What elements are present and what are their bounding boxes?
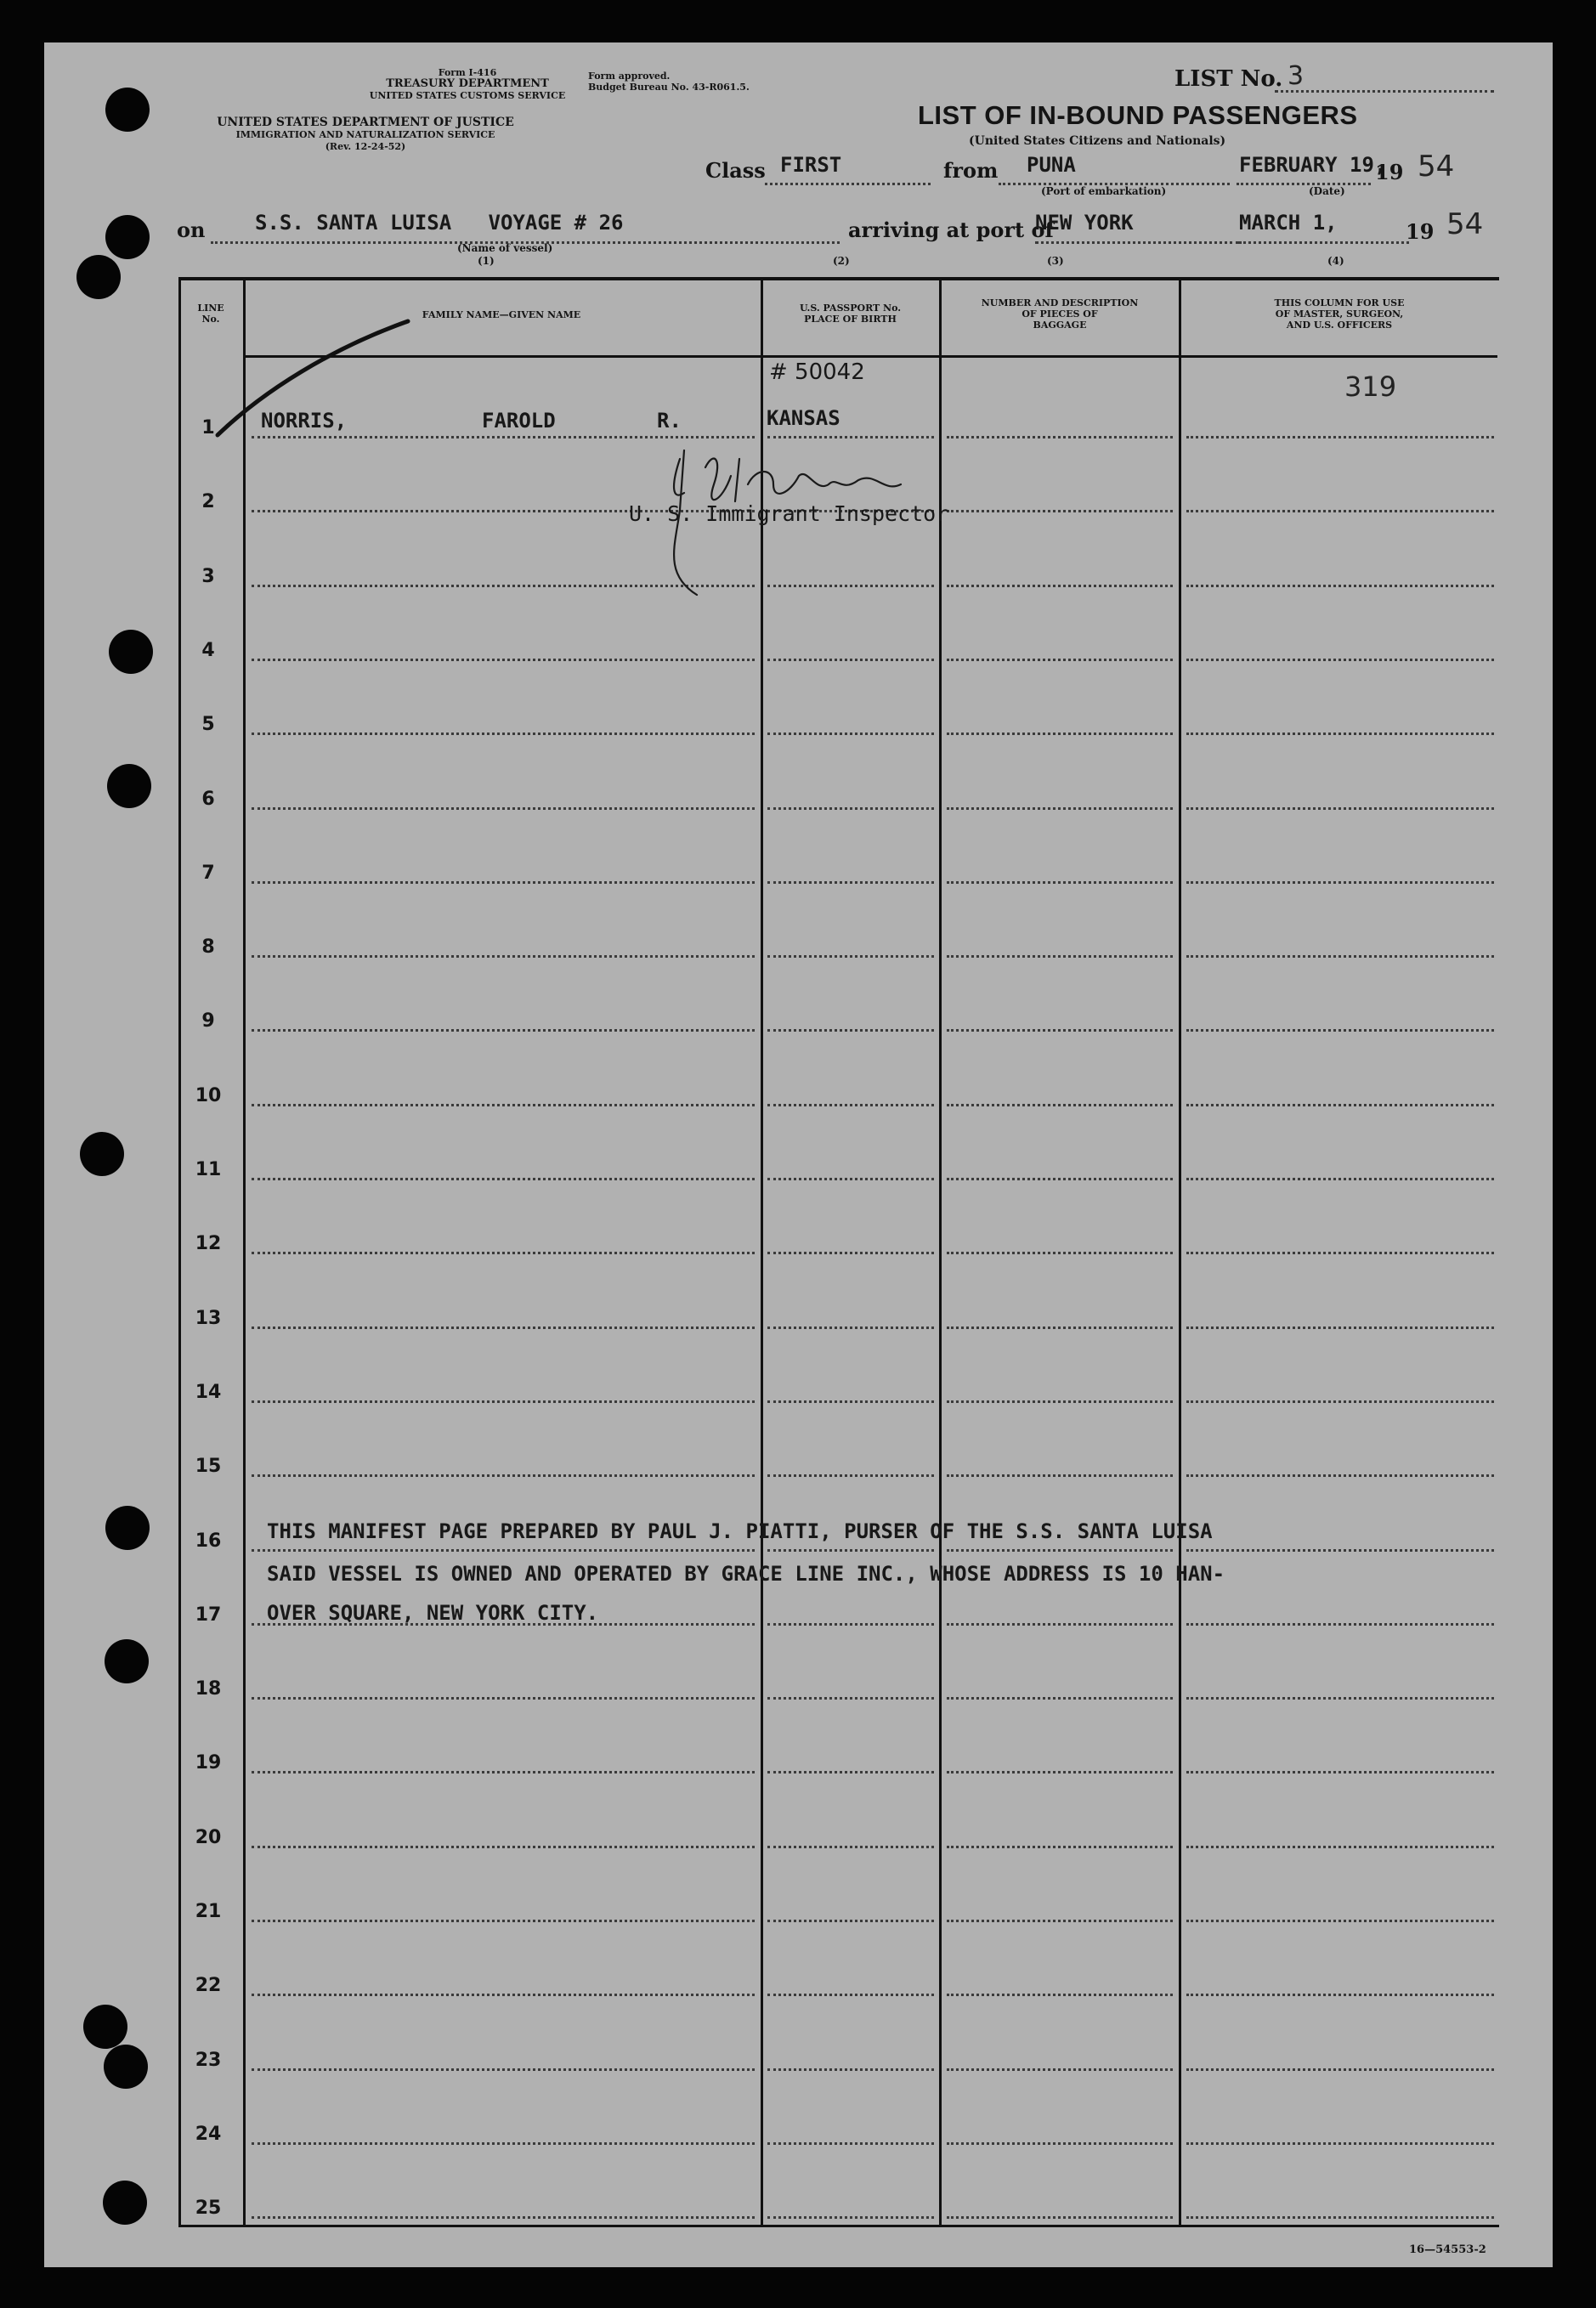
row-rule (252, 1920, 755, 1922)
row-rule (1186, 807, 1494, 810)
row-rule (1186, 2142, 1494, 2145)
page-title: LIST OF IN-BOUND PASSENGERS (918, 100, 1358, 130)
date-year-prefix: 19 (1375, 160, 1404, 184)
list-no-line (1275, 90, 1494, 93)
col-header-baggage-3: BAGGAGE (1033, 320, 1087, 331)
row-rule (767, 733, 934, 735)
row-rule (1186, 1400, 1494, 1403)
row-rule (1186, 1697, 1494, 1700)
col-header-officers-3: AND U.S. OFFICERS (1286, 320, 1393, 331)
footer-code: 16—54553-2 (1409, 2243, 1486, 2256)
row-rule (252, 955, 755, 958)
row-rule (767, 1327, 934, 1329)
row-rule (252, 881, 755, 884)
row-rule (947, 733, 1173, 735)
class-value: FIRST (780, 153, 842, 177)
row-rule (947, 1994, 1173, 1996)
row-rule (947, 1104, 1173, 1106)
row-rule (947, 1029, 1173, 1032)
row-number: 3 (201, 566, 215, 587)
row-rule (947, 1400, 1173, 1403)
row-number: 15 (195, 1456, 222, 1477)
column-divider (243, 277, 246, 2225)
check-mark (212, 314, 416, 442)
row-rule (767, 1029, 934, 1032)
class-line (765, 183, 931, 185)
row-rule (252, 733, 755, 735)
row-rule (767, 2216, 934, 2219)
row-rule (252, 807, 755, 810)
binder-hole (83, 2005, 127, 2049)
row-rule (767, 1623, 934, 1626)
row-rule (1186, 585, 1494, 587)
row-rule (1186, 1846, 1494, 1848)
row-rule (252, 1994, 755, 1996)
place-of-birth: KANSAS (767, 406, 840, 430)
row-rule (947, 1474, 1173, 1477)
col-header-baggage-1: NUMBER AND DESCRIPTION (981, 297, 1139, 308)
row-rule (947, 1252, 1173, 1254)
row-rule (1186, 1327, 1494, 1329)
row-rule (1186, 1474, 1494, 1477)
binder-hole (105, 1506, 150, 1550)
row-rule (252, 1178, 755, 1180)
row-rule (252, 1029, 755, 1032)
row-rule (767, 1697, 934, 1700)
row-rule (947, 881, 1173, 884)
row-number: 17 (195, 1604, 222, 1626)
caption-4: (4) (1327, 255, 1344, 267)
row-rule (1186, 1994, 1494, 1996)
row-rule (947, 807, 1173, 810)
ins-service: IMMIGRATION AND NATURALIZATION SERVICE (235, 129, 495, 140)
row-rule (767, 807, 934, 810)
row-rule (252, 1771, 755, 1773)
caption-2: (2) (833, 255, 850, 267)
col-header-name: FAMILY NAME—GIVEN NAME (422, 309, 581, 320)
row-rule (947, 659, 1173, 661)
row-rule (947, 2216, 1173, 2219)
justice-dept: UNITED STATES DEPARTMENT OF JUSTICE (217, 116, 514, 129)
row-rule (252, 1400, 755, 1403)
binder-hole (107, 764, 151, 808)
row-rule (767, 1549, 934, 1552)
arrival-date: MARCH 1, (1239, 211, 1338, 235)
row-rule (947, 2142, 1173, 2145)
row-rule (947, 1178, 1173, 1180)
row-number: 13 (195, 1308, 222, 1329)
row-number: 11 (195, 1159, 222, 1180)
from-value: PUNA (1027, 153, 1076, 177)
row-number: 16 (195, 1530, 222, 1552)
row-rule (767, 1846, 934, 1848)
row-rule (1186, 1252, 1494, 1254)
row-rule (767, 1474, 934, 1477)
row-rule (252, 1327, 755, 1329)
class-label: Class (705, 158, 766, 183)
row-rule (767, 1994, 934, 1996)
arrival-year: 54 (1446, 207, 1484, 241)
row-rule (1186, 510, 1494, 512)
binder-hole (105, 1639, 149, 1683)
row-number: 12 (195, 1233, 222, 1254)
binder-hole (105, 88, 150, 132)
arrival-date-line (1239, 241, 1409, 244)
middle-initial: R. (657, 409, 682, 433)
revision: (Rev. 12-24-52) (325, 141, 406, 152)
caption-1: (1) (478, 255, 495, 267)
col-header-baggage-2: OF PIECES OF (1022, 308, 1098, 320)
vessel-value: S.S. SANTA LUISA VOYAGE # 26 (255, 211, 624, 235)
row-number: 9 (201, 1010, 215, 1032)
family-name: NORRIS, (261, 409, 348, 433)
binder-hole (80, 1132, 124, 1176)
row-rule (1186, 2068, 1494, 2071)
row-rule (947, 1846, 1173, 1848)
row-rule (252, 2216, 755, 2219)
row-rule (767, 1252, 934, 1254)
row-rule (1186, 1623, 1494, 1626)
row-rule (1186, 1178, 1494, 1180)
caption-3: (3) (1047, 255, 1064, 267)
row-rule (767, 1178, 934, 1180)
row-rule (767, 881, 934, 884)
row-rule (1186, 733, 1494, 735)
row-rule (767, 659, 934, 661)
row-rule (1186, 2216, 1494, 2219)
row-rule (252, 1252, 755, 1254)
row-rule (947, 1771, 1173, 1773)
row-rule (947, 1623, 1173, 1626)
row-number: 18 (195, 1678, 222, 1700)
row-rule (767, 955, 934, 958)
date-value: FEBRUARY 19, (1239, 153, 1387, 177)
binder-hole (105, 215, 150, 259)
row-rule (947, 510, 1173, 512)
row-rule (767, 1771, 934, 1773)
list-no-value: 3 (1288, 61, 1305, 91)
date-line (1237, 183, 1371, 185)
vessel-caption: (Name of vessel) (457, 242, 553, 254)
inspector-title: U. S. Immigrant Inspector (629, 501, 949, 526)
officer-mark: 319 (1344, 371, 1397, 403)
row-rule (252, 659, 755, 661)
row-number: 6 (201, 789, 215, 810)
page-subtitle: (United States Citizens and Nationals) (969, 134, 1226, 148)
row-number: 7 (201, 863, 215, 884)
row-number: 4 (201, 640, 215, 661)
col-header-officers-2: OF MASTER, SURGEON, (1275, 308, 1404, 320)
row-rule (947, 2068, 1173, 2071)
manifest-note-line-2: SAID VESSEL IS OWNED AND OPERATED BY GRACE LINE INC., WHOSE ADDRESS IS 10 HAN- (267, 1562, 1225, 1586)
binder-hole (104, 2045, 148, 2089)
table-bottom-border (178, 2225, 1499, 2227)
form-number: Form I-416 (438, 67, 497, 78)
row-rule (947, 585, 1173, 587)
row-rule (947, 1697, 1173, 1700)
row-rule (252, 1846, 755, 1848)
from-label: from (943, 158, 999, 183)
date-caption: (Date) (1309, 185, 1345, 197)
row-number: 20 (195, 1827, 222, 1848)
row-number: 23 (195, 2050, 222, 2071)
row-rule (252, 2142, 755, 2145)
row-rule (947, 1327, 1173, 1329)
row-number: 25 (195, 2198, 222, 2219)
row-rule (1186, 436, 1494, 438)
row-rule (252, 2068, 755, 2071)
row-number: 22 (195, 1975, 222, 1996)
row-rule (1186, 1104, 1494, 1106)
manifest-note-line-1: THIS MANIFEST PAGE PREPARED BY PAUL J. PIATTI, PURSER OF THE S.S. SANTA LUISA (267, 1519, 1213, 1543)
port-caption: (Port of embarkation) (1041, 185, 1167, 197)
arrival-port: NEW YORK (1035, 211, 1134, 235)
list-no-label: LIST No. (1174, 66, 1283, 92)
table-top-border (178, 277, 1499, 280)
binder-hole (103, 2181, 147, 2225)
row-rule (1186, 1029, 1494, 1032)
header-rule (243, 355, 1497, 358)
row-number: 14 (195, 1382, 222, 1403)
row-number: 21 (195, 1901, 222, 1922)
row-number: 5 (201, 714, 215, 735)
row-number: 2 (201, 491, 215, 512)
row-number: 8 (201, 936, 215, 958)
col-header-line-no: LINE No. (197, 303, 224, 325)
col-header-passport-1: U.S. PASSPORT No. (799, 303, 902, 314)
row-rule (252, 1104, 755, 1106)
budget-bureau: Budget Bureau No. 43-R061.5. (588, 82, 750, 93)
row-rule (1186, 1549, 1494, 1552)
row-rule (1186, 659, 1494, 661)
binder-hole (76, 255, 121, 299)
row-rule (947, 955, 1173, 958)
arrival-year-prefix: 19 (1406, 219, 1435, 244)
row-number: 24 (195, 2124, 222, 2145)
row-rule (947, 1920, 1173, 1922)
manifest-note-line-3: OVER SQUARE, NEW YORK CITY. (267, 1601, 599, 1625)
row-rule (767, 1104, 934, 1106)
column-divider (1179, 277, 1181, 2225)
on-label: on (177, 218, 206, 242)
table-left-border (178, 277, 181, 2225)
given-name: FAROLD (482, 409, 556, 433)
row-rule (767, 2068, 934, 2071)
row-rule (1186, 881, 1494, 884)
arriving-label: arriving at port of (848, 218, 1054, 242)
row-number: 10 (195, 1085, 222, 1106)
row-rule (767, 1400, 934, 1403)
row-rule (1186, 1920, 1494, 1922)
row-rule (767, 1920, 934, 1922)
row-number: 19 (195, 1752, 222, 1773)
row-rule (947, 1549, 1173, 1552)
row-rule (767, 2142, 934, 2145)
row-rule (252, 1549, 755, 1552)
customs-service: UNITED STATES CUSTOMS SERVICE (369, 90, 566, 101)
col-header-officers-1: THIS COLUMN FOR USE (1274, 297, 1405, 308)
col-header-passport-2: PLACE OF BIRTH (804, 314, 897, 325)
date-year: 54 (1418, 150, 1455, 184)
row-number: 1 (201, 417, 215, 438)
row-rule (1186, 955, 1494, 958)
form-approved: Form approved. (588, 71, 671, 82)
treasury-dept: TREASURY DEPARTMENT (386, 77, 549, 90)
binder-hole (109, 630, 153, 674)
row-rule (947, 436, 1173, 438)
row-rule (252, 1474, 755, 1477)
row-rule (1186, 1771, 1494, 1773)
arrival-port-line (1035, 241, 1239, 244)
passport-number: # 50042 (769, 359, 865, 385)
row-rule (252, 1697, 755, 1700)
